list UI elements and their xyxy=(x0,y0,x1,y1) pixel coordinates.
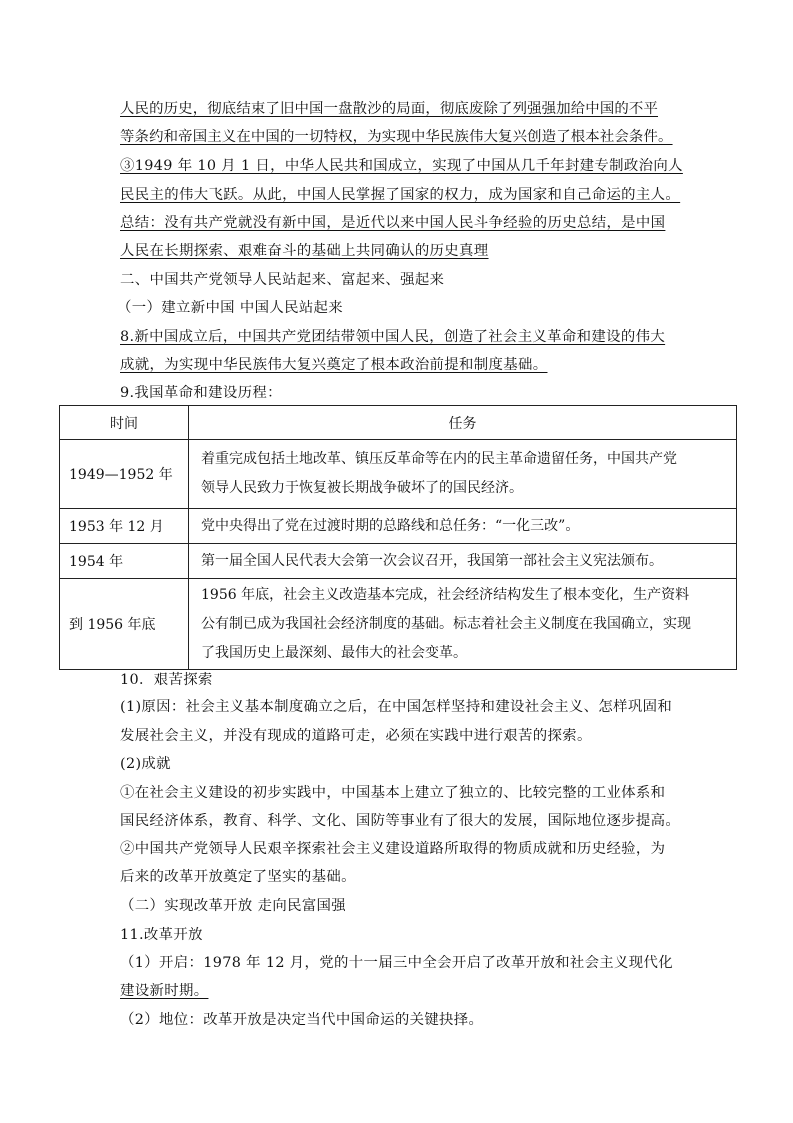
paragraph-line: 人民的历史，彻底结束了旧中国一盘散沙的局面，彻底废除了列强强加给中国的不平 xyxy=(120,101,659,117)
table-cell-time: 1954 年 xyxy=(60,544,189,579)
table-cell-time: 1953 年 12 月 xyxy=(60,509,189,544)
paragraph-line: (2)成就 xyxy=(120,756,171,772)
table-row xyxy=(60,509,737,544)
task-line: 着重完成包括土地改革、镇压反革命等在内的民主革命遗留任务，中国共产党 xyxy=(201,451,677,467)
table-row xyxy=(60,440,737,509)
section-heading: 10．艰苦探索 xyxy=(120,672,213,688)
section-heading: 11.改革开放 xyxy=(120,927,203,943)
paragraph-line: 后来的改革开放奠定了坚实的基础。 xyxy=(120,869,356,885)
table-cell-task xyxy=(189,509,737,544)
paragraph-line: (1)原因：社会主义基本制度确立之后，在中国怎样坚持和建设社会主义、怎样巩固和 xyxy=(120,699,673,715)
paragraph-line: ③1949 年 10 月 1 日，中华人民共和国成立，实现了中国从几千年封建专制政治向人 xyxy=(120,158,683,174)
paragraph-line: 成就，为实现中华民族伟大复兴奠定了根本政治前提和制度基础。 xyxy=(120,357,548,373)
table-cell-task xyxy=(189,440,737,509)
task-line: 公有制已成为我国社会经济制度的基础。标志着社会主义制度在我国确立，实现 xyxy=(201,615,691,632)
task-line: 党中央得出了党在过渡时期的总路线和总任务：“一化三改”。 xyxy=(201,517,580,534)
task-line: 1956 年底，社会主义改造基本完成，社会经济结构发生了根本变化，生产资料 xyxy=(201,586,690,603)
task-line: 第一届全国人民代表大会第一次会议召开，我国第一部社会主义宪法颁布。 xyxy=(201,552,663,569)
paragraph-line: 发展社会主义，并没有现成的道路可走，必须在实践中进行艰苦的探索。 xyxy=(120,728,592,744)
table-row xyxy=(60,544,737,579)
table-caption: 9.我国革命和建设历程： xyxy=(120,385,282,401)
paragraph-line: 人民在长期探索、艰难奋斗的基础上共同确认的历史真理 xyxy=(120,243,489,259)
section-heading: 二、中国共产党领导人民站起来、富起来、强起来 xyxy=(120,272,445,288)
table-cell-task xyxy=(189,579,737,670)
paragraph-line: ②中国共产党领导人民艰辛探索社会主义建设道路所取得的物质成就和历史经验，为 xyxy=(120,841,666,857)
task-line: 领导人民致力于恢复被长期战争破坏了的国民经济。 xyxy=(201,480,523,496)
table-header-time: 时间 xyxy=(60,406,189,440)
paragraph-line: 建设新时期。 xyxy=(120,983,209,999)
paragraph-line: （1）开启：1978 年 12 月，党的十一届三中全会开启了改革开放和社会主义现代化 xyxy=(120,955,674,971)
paragraph-line: （2）地位：改革开放是决定当代中国命运的关键抉择。 xyxy=(120,1012,484,1028)
task-line: 了我国历史上最深刻、最伟大的社会变革。 xyxy=(201,644,467,661)
table-cell-time: 1949—1952 年 xyxy=(60,440,189,509)
table-cell-task xyxy=(189,544,737,579)
subsection-heading: （一）建立新中国 中国人民站起来 xyxy=(117,300,344,316)
table-cell-time: 到 1956 年底 xyxy=(60,579,189,670)
subsection-heading: （二）实现改革开放 走向民富国强 xyxy=(120,898,347,914)
paragraph-line: 总结：没有共产党就没有新中国，是近代以来中国人民斗争经验的历史总结，是中国 xyxy=(120,215,666,231)
paragraph-line: 国民经济体系，教育、科学、文化、国防等事业有了很大的发展，国际地位逐步提高。 xyxy=(120,813,681,829)
paragraph-line: 等条约和帝国主义在中国的一切特权，为实现中华民族伟大复兴创造了根本社会条件。 xyxy=(120,129,673,145)
paragraph-line: ①在社会主义建设的初步实践中，中国基本上建立了独立的、比较完整的工业体系和 xyxy=(120,785,666,801)
paragraph-line: 民民主的伟大飞跃。从此，中国人民掌握了国家的权力，成为国家和自己命运的主人。 xyxy=(120,187,681,203)
paragraph-line: 8.新中国成立后，中国共产党团结带领中国人民，创造了社会主义革命和建设的伟大 xyxy=(120,329,666,345)
table-header-task: 任务 xyxy=(189,406,737,440)
history-table xyxy=(59,405,737,670)
table-header-row xyxy=(60,406,737,440)
table-row xyxy=(60,579,737,670)
